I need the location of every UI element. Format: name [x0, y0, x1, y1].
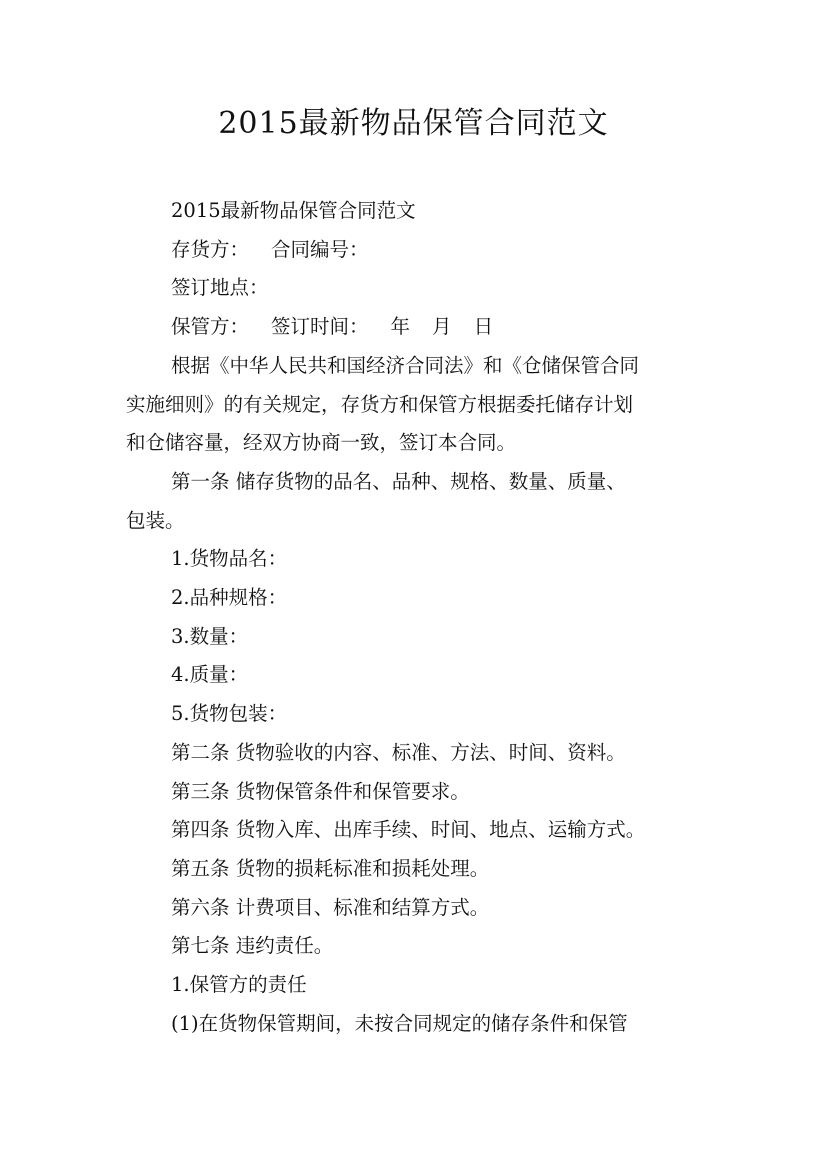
paragraph-subtitle: 2015最新物品保管合同范文: [171, 199, 416, 222]
item-packaging: 5.货物包装：: [171, 702, 288, 726]
contract-number-label: 合同编号：: [271, 237, 369, 261]
paragraph-basis-line-1: 根据《中华人民共和国经济合同法》和《仓储保管合同: [171, 353, 640, 377]
custodian-label: 保管方：: [171, 315, 250, 339]
article-4: 第四条 货物入库、出库手续、时间、地点、运输方式。: [171, 818, 646, 842]
document-body: [126, 192, 716, 1043]
item-goods-name: 1.货物品名：: [171, 547, 288, 571]
item-quality: 4.质量：: [171, 663, 249, 687]
paragraph-basis-line-2: 实施细则》的有关规定，存货方和保管方根据委托储存计划: [126, 392, 634, 416]
custodian-liability-clause-1: (1)在货物保管期间，未按合同规定的储存条件和保管: [171, 1011, 628, 1035]
document-title: 2015最新物品保管合同范文: [218, 106, 609, 141]
signing-time-label: 签订时间：: [271, 315, 369, 339]
article-5: 第五条 货物的损耗标准和损耗处理。: [171, 856, 490, 880]
paragraph-depositor: [126, 231, 716, 270]
article-3: 第三条 货物保管条件和保管要求。: [171, 779, 470, 803]
article-2: 第二条 货物验收的内容、标准、方法、时间、资料。: [171, 740, 626, 764]
day-label: 日: [473, 315, 494, 339]
item-quantity: 3.数量：: [171, 624, 249, 648]
article-7: 第七条 违约责任。: [171, 934, 334, 958]
item-variety-spec: 2.品种规格：: [171, 586, 288, 610]
paragraph-custodian: [126, 308, 716, 347]
article-6: 第六条 计费项目、标准和结算方式。: [171, 895, 490, 919]
month-label: 月: [432, 315, 452, 339]
paragraph-basis-line-3: 和仓储容量，经双方协商一致，签订本合同。: [126, 431, 517, 455]
year-label: 年: [390, 315, 411, 339]
depositor-label: 存货方：: [171, 237, 250, 261]
article-1-line-2: 包装。: [126, 508, 185, 532]
paragraph-signing-place: 签订地点：: [171, 276, 269, 300]
custodian-liability: 1.保管方的责任: [171, 973, 307, 997]
article-1-line-1: 第一条 储存货物的品名、品种、规格、数量、质量、: [171, 469, 626, 493]
